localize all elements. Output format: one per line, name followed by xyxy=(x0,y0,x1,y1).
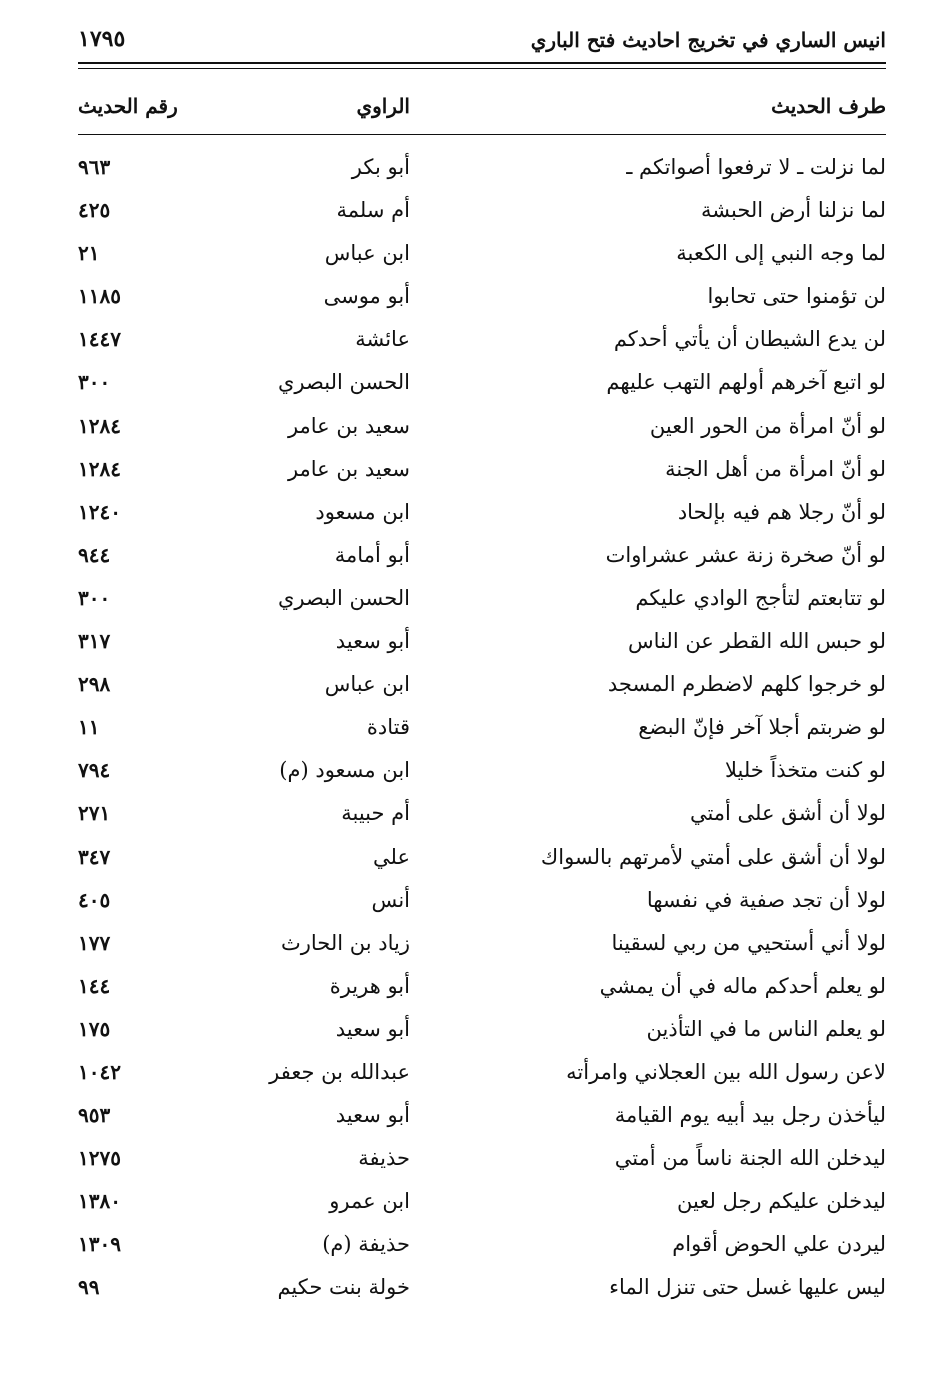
hadith-text: لولا أن تجد صفية في نفسها xyxy=(646,887,886,912)
hadith-text: لو يعلم الناس ما في التأذين xyxy=(646,1016,886,1041)
hadith-number: ١٤٤ xyxy=(78,973,111,998)
table-row xyxy=(78,234,886,277)
narrator-name: زياد بن الحارث xyxy=(280,930,410,955)
hadith-number: ١٣٨٠ xyxy=(78,1189,121,1214)
narrator-name: أبو أمامة xyxy=(334,542,410,567)
hadith-number: ١٢٨٤ xyxy=(78,413,121,438)
table-row xyxy=(78,1225,886,1268)
table-row xyxy=(78,1182,886,1225)
narrator-name: حذيفة (م) xyxy=(322,1232,410,1257)
table-row xyxy=(78,493,886,536)
table-row xyxy=(78,407,886,450)
table-header-rule xyxy=(78,134,886,135)
hadith-number: ١٧٥ xyxy=(78,1016,111,1041)
hadith-text: لو تتابعتم لتأجج الوادي عليكم xyxy=(635,585,886,610)
hadith-number: ٣٤٧ xyxy=(78,844,111,869)
book-title: انيس الساري في تخريج احاديث فتح الباري xyxy=(530,28,886,52)
hadith-number: ١٢٧٥ xyxy=(78,1146,121,1171)
hadith-text: لو أنّ امرأة من الحور العين xyxy=(649,413,886,438)
narrator-name: الحسن البصري xyxy=(278,370,410,395)
table-row xyxy=(78,751,886,794)
narrator-name: عبدالله بن جعفر xyxy=(269,1059,410,1084)
table-body xyxy=(78,148,886,1312)
hadith-text: لو أنّ امرأة من أهل الجنة xyxy=(665,456,886,481)
hadith-number: ٢٩٨ xyxy=(78,672,111,697)
narrator-name: ابن عباس xyxy=(324,241,410,266)
hadith-text: ليأخذن رجل بيد أبيه يوم القيامة xyxy=(614,1103,886,1128)
narrator-name: أبو سعيد xyxy=(335,629,410,654)
header-rule-thick xyxy=(78,62,886,64)
table-row xyxy=(78,191,886,234)
table-row xyxy=(78,1139,886,1182)
table-row xyxy=(78,450,886,493)
narrator-name: حذيفة xyxy=(358,1146,410,1171)
table-row xyxy=(78,536,886,579)
table-row xyxy=(78,924,886,967)
narrator-name: أبو سعيد xyxy=(335,1103,410,1128)
table-row xyxy=(78,881,886,924)
table-row xyxy=(78,363,886,406)
narrator-name: علي xyxy=(373,844,410,869)
narrator-name: أبو موسى xyxy=(323,284,410,309)
running-header xyxy=(78,28,886,62)
hadith-text: لو اتبع آخرهم أولهم التهب عليهم xyxy=(606,370,886,395)
header-rule-thin xyxy=(78,68,886,69)
hadith-text: ليردن علي الحوض أقوام xyxy=(672,1232,886,1257)
hadith-number: ٩٤٤ xyxy=(78,542,111,567)
hadith-text: لو أنّ صخرة زنة عشر عشراوات xyxy=(605,542,886,567)
narrator-name: أبو هريرة xyxy=(329,973,410,998)
narrator-name: سعيد بن عامر xyxy=(287,413,410,438)
hadith-number: ١١ xyxy=(78,715,100,740)
table-row xyxy=(78,148,886,191)
hadith-text: لولا أن أشق على أمتي لأمرتهم بالسواك xyxy=(540,844,886,869)
table-row xyxy=(78,579,886,622)
hadith-text: لو ضربتم أجلا آخر فإنّ البضع xyxy=(638,715,886,740)
hadith-text: ليس عليها غسل حتى تنزل الماء xyxy=(609,1275,886,1300)
hadith-number: ٩٩ xyxy=(78,1275,100,1300)
table-row xyxy=(78,1010,886,1053)
narrator-name: ابن مسعود (م) xyxy=(279,758,410,783)
hadith-number: ١١٨٥ xyxy=(78,284,121,309)
table-row xyxy=(78,665,886,708)
table-row xyxy=(78,277,886,320)
table-row xyxy=(78,320,886,363)
hadith-text: لما نزلنا أرض الحبشة xyxy=(700,198,886,223)
narrator-name: أبو بكر xyxy=(351,155,410,179)
narrator-name: ابن عباس xyxy=(324,672,410,697)
hadith-number: ٧٩٤ xyxy=(78,758,111,783)
hadith-number: ٤٢٥ xyxy=(78,198,111,223)
hadith-text: لاعن رسول الله بين العجلاني وامرأته xyxy=(566,1059,886,1084)
hadith-number: ٣٠٠ xyxy=(78,585,111,610)
table-header xyxy=(78,94,886,128)
table-row xyxy=(78,708,886,751)
narrator-name: أم حبيبة xyxy=(341,801,410,826)
hadith-text: ليدخلن الله الجنة ناساً من أمتي xyxy=(614,1146,886,1171)
table-row xyxy=(78,1096,886,1139)
table-row xyxy=(78,1268,886,1311)
hadith-number: ٤٠٥ xyxy=(78,887,111,912)
hadith-text: لو أنّ رجلا هم فيه بإلحاد xyxy=(677,499,886,524)
hadith-text: لن يدع الشيطان أن يأتي أحدكم xyxy=(613,327,886,352)
hadith-text: لما وجه النبي إلى الكعبة xyxy=(676,241,886,266)
table-row xyxy=(78,794,886,837)
hadith-number: ٩٥٣ xyxy=(78,1103,111,1128)
narrator-name: أنس xyxy=(371,887,410,912)
hadith-text: لولا أني أستحيي من ربي لسقينا xyxy=(611,930,886,955)
hadith-number: ٣١٧ xyxy=(78,629,111,654)
hadith-number: ١٧٧ xyxy=(78,930,111,955)
hadith-text: لو خرجوا كلهم لاضطرم المسجد xyxy=(607,672,886,697)
narrator-name: ابن مسعود xyxy=(315,499,410,524)
table-row xyxy=(78,622,886,665)
narrator-name: عائشة xyxy=(355,327,410,352)
hadith-text: لولا أن أشق على أمتي xyxy=(689,801,886,826)
hadith-number: ٢٧١ xyxy=(78,801,111,826)
hadith-text: لو كنت متخذاً خليلا xyxy=(724,758,886,783)
narrator-name: الحسن البصري xyxy=(278,585,410,610)
narrator-name: خولة بنت حكيم xyxy=(277,1275,410,1300)
hadith-number: ٣٠٠ xyxy=(78,370,111,395)
hadith-number: ٢١ xyxy=(78,241,100,266)
hadith-text: لو حبس الله القطر عن الناس xyxy=(628,629,886,654)
table-row xyxy=(78,967,886,1010)
narrator-name: قتادة xyxy=(366,715,410,740)
hadith-number: ٩٦٣ xyxy=(78,155,111,179)
hadith-number: ١٢٨٤ xyxy=(78,456,121,481)
hadith-text: لو يعلم أحدكم ماله في أن يمشي xyxy=(599,973,886,998)
hadith-number: ١٤٤٧ xyxy=(78,327,121,352)
hadith-number: ١٣٠٩ xyxy=(78,1232,121,1257)
hadith-text: ليدخلن عليكم رجل لعين xyxy=(677,1189,886,1214)
hadith-number: ١٠٤٢ xyxy=(78,1059,121,1084)
table-row xyxy=(78,838,886,881)
column-header-number: رقم الحديث xyxy=(78,94,178,118)
hadith-text: لما نزلت ـ لا ترفعوا أصواتكم ـ xyxy=(626,155,886,179)
table-row xyxy=(78,1053,886,1096)
narrator-name: أم سلمة xyxy=(336,198,410,223)
narrator-name: أبو سعيد xyxy=(335,1016,410,1041)
narrator-name: ابن عمرو xyxy=(329,1189,410,1214)
hadith-number: ١٢٤٠ xyxy=(78,499,121,524)
column-header-hadith: طرف الحديث xyxy=(771,94,886,118)
narrator-name: سعيد بن عامر xyxy=(287,456,410,481)
column-header-narrator: الراوي xyxy=(356,94,410,118)
hadith-text: لن تؤمنوا حتى تحابوا xyxy=(707,284,886,309)
page-number: ١٧٩٥ xyxy=(78,26,126,52)
